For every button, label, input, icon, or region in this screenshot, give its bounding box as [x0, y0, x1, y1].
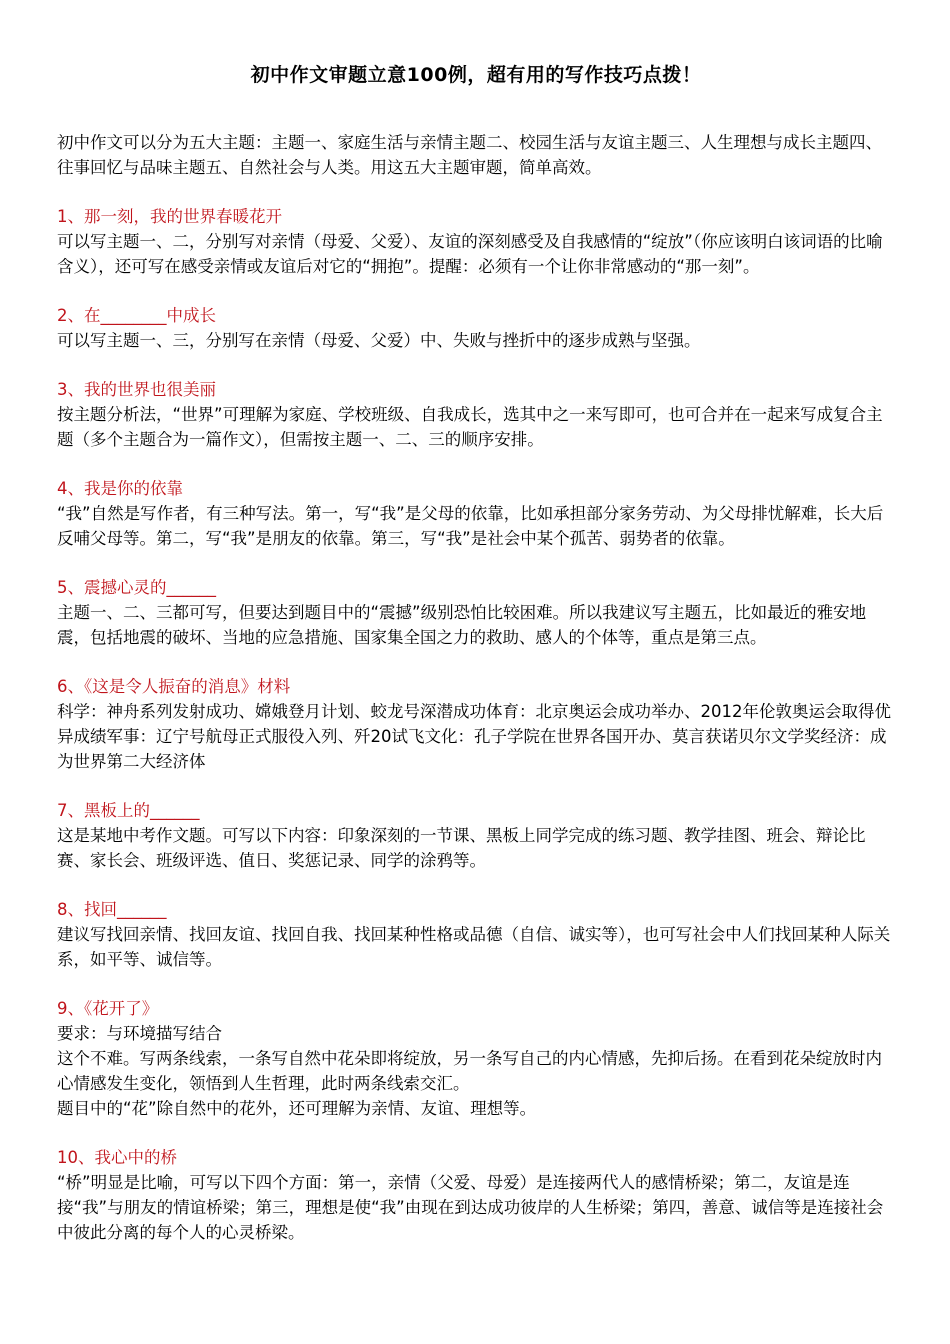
section-paragraph: 题目中的“花”除自然中的花外，还可理解为亲情、友谊、理想等。	[57, 1099, 537, 1118]
section-heading: 8、找回______	[57, 900, 167, 919]
section-paragraph: 这个不难。写两条线索，一条写自然中花朵即将绽放，另一条写自己的内心情感，先抑后扬。在看到花朵绽放时内心情感发生变化，领悟到人生哲理，此时两条线索交汇。	[57, 1049, 882, 1093]
section-paragraph: 建议写找回亲情、找回友谊、找回自我、找回某种性格或品德（自信、诚实等），也可写社会中人们找回某种人际关系，如平等、诚信等。	[57, 925, 891, 969]
section-paragraph: 按主题分析法，“世界”可理解为家庭、学校班级、自我成长，选其中之一来写即可，也可合并在一起来写成复合主题（多个主题合为一篇作文），但需按主题一、二、三的顺序安排。	[57, 405, 883, 449]
section-3	[57, 377, 895, 452]
document-page	[57, 62, 895, 1269]
section-paragraph: 可以写主题一、二，分别写对亲情（母爱、父爱）、友谊的深刻感受及自我感情的“绽放”（你应该明白该词语的比喻含义），还可写在感受亲情或友谊后对它的“拥抱”。提醒：必须有一个让你非常感动的“那一刻”。	[57, 232, 883, 276]
intro-paragraph: 初中作文可以分为五大主题：主题一、家庭生活与亲情主题二、校园生活与友谊主题三、人生理想与成长主题四、往事回忆与品味主题五、自然社会与人类。用这五大主题审题，简单高效。	[57, 133, 882, 177]
section-heading: 4、我是你的依靠	[57, 479, 183, 498]
section-7	[57, 798, 895, 873]
section-heading: 7、黑板上的______	[57, 801, 200, 820]
section-heading: 9、《花开了》	[57, 999, 159, 1018]
section-heading: 5、震撼心灵的______	[57, 578, 216, 597]
sections-list	[57, 204, 895, 1245]
section-9	[57, 996, 895, 1121]
section-heading: 10、我心中的桥	[57, 1148, 177, 1167]
section-5	[57, 575, 895, 650]
section-paragraph: 主题一、二、三都可写，但要达到题目中的“震撼”级别恐怕比较困难。所以我建议写主题五，比如最近的雅安地震，包括地震的破坏、当地的应急措施、国家集全国之力的救助、感人的个体等，重点是第三点。	[57, 603, 867, 647]
section-heading: 1、那一刻，我的世界春暖花开	[57, 207, 282, 226]
section-4	[57, 476, 895, 551]
section-paragraph: “我”自然是写作者，有三种写法。第一，写“我”是父母的依靠，比如承担部分家务劳动、为父母排忧解难，长大后反哺父母等。第二，写“我”是朋友的依靠。第三，写“我”是社会中某个孤苦、弱势者的依靠。	[57, 504, 884, 548]
section-heading: 2、在________中成长	[57, 306, 216, 325]
section-paragraph: 科学：神舟系列发射成功、嫦娥登月计划、蛟龙号深潜成功体育：北京奥运会成功举办、2012年伦敦奥运会取得优异成绩军事：辽宁号航母正式服役入列、歼20试飞文化：孔子学院在世界各国开办、莫言获诺贝尔文学奖经济：成为世界第二大经济体	[57, 702, 891, 771]
section-1	[57, 204, 895, 279]
page-title: 初中作文审题立意100例，超有用的写作技巧点拨！	[250, 64, 702, 86]
section-paragraph: 这是某地中考作文题。可写以下内容：印象深刻的一节课、黑板上同学完成的练习题、教学挂图、班会、辩论比赛、家长会、班级评选、值日、奖惩记录、同学的涂鸦等。	[57, 826, 866, 870]
section-heading: 6、《这是令人振奋的消息》材料	[57, 677, 291, 696]
section-paragraph: 可以写主题一、三，分别写在亲情（母爱、父爱）中、失败与挫折中的逐步成熟与坚强。	[57, 331, 701, 350]
section-10	[57, 1145, 895, 1245]
section-2	[57, 303, 895, 353]
section-paragraph: “桥”明显是比喻，可写以下四个方面：第一，亲情（父爱、母爱）是连接两代人的感情桥梁；第二，友谊是连接“我”与朋友的情谊桥梁；第三，理想是使“我”由现在到达成功彼岸的人生桥梁；第四，善意、诚信等是连接社会中彼此分离的每个人的心灵桥梁。	[57, 1173, 884, 1242]
section-8	[57, 897, 895, 972]
section-heading: 3、我的世界也很美丽	[57, 380, 216, 399]
section-paragraph: 要求：与环境描写结合	[57, 1024, 222, 1043]
section-6	[57, 674, 895, 774]
